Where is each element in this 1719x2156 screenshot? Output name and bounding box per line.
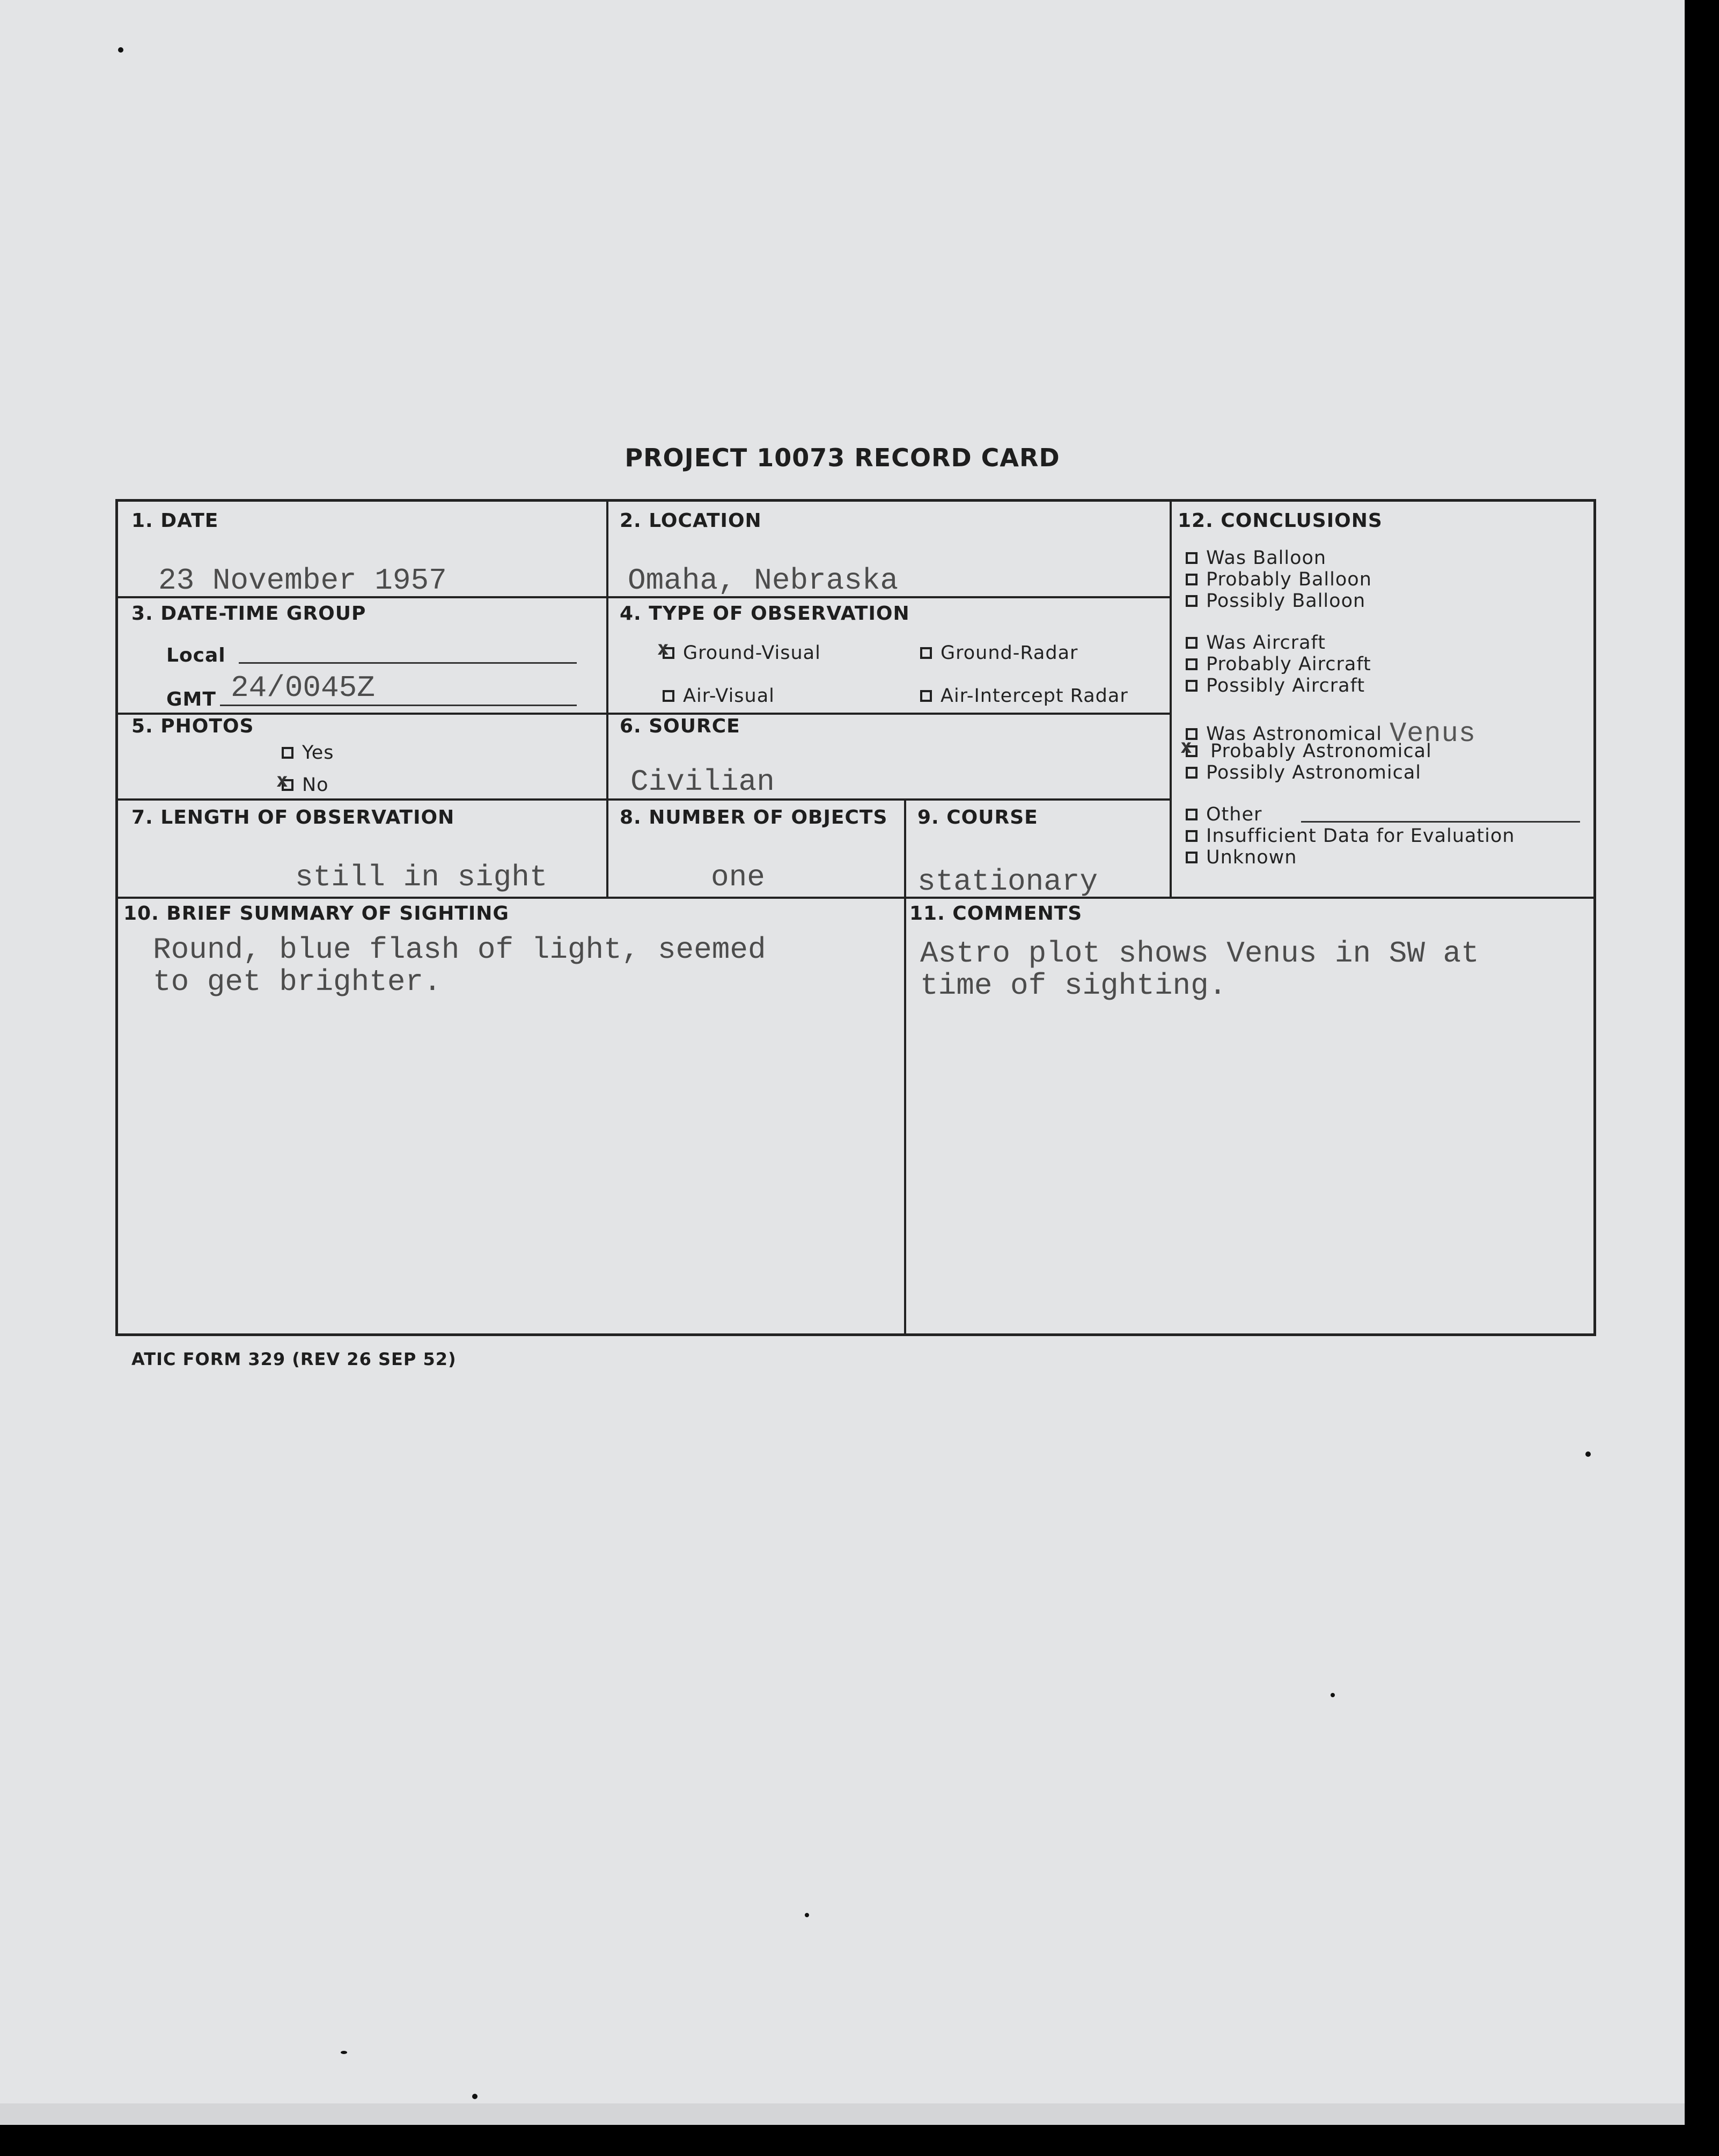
option-possibly-balloon[interactable]: Possibly Balloon [1186, 590, 1365, 612]
scan-speck [341, 2051, 347, 2054]
divider [1170, 502, 1172, 899]
option-unknown[interactable]: Unknown [1186, 847, 1297, 868]
comments-label: 11. COMMENTS [909, 903, 1083, 925]
local-label: Local [166, 644, 226, 666]
date-value: 23 November 1957 [158, 563, 447, 598]
checkbox-icon[interactable] [920, 690, 932, 702]
length-label: 7. LENGTH OF OBSERVATION [131, 806, 455, 828]
course-label: 9. COURSE [917, 806, 1038, 828]
gmt-value: 24/0045Z [231, 671, 375, 705]
venus-note: Venus [1389, 718, 1476, 750]
checkbox-icon[interactable] [1186, 595, 1198, 607]
checkbox-icon[interactable] [1186, 658, 1198, 670]
summary-text: Round, blue flash of light, seemed to get brighter. [153, 933, 766, 999]
option-other[interactable]: Other [1186, 804, 1262, 825]
checkbox-icon[interactable] [1186, 830, 1198, 842]
checkbox-icon[interactable] [1186, 552, 1198, 564]
option-ground-visual[interactable]: x Ground-Visual [663, 642, 821, 664]
checkbox-icon[interactable] [920, 647, 932, 659]
option-was-astronomical[interactable]: Was Astronomical Venus [1186, 718, 1476, 750]
option-photos-yes[interactable]: Yes [282, 742, 334, 764]
divider [904, 798, 906, 1333]
checkbox-icon[interactable] [1186, 767, 1198, 779]
checkbox-icon[interactable] [663, 647, 674, 659]
option-possibly-aircraft[interactable]: Possibly Aircraft [1186, 675, 1365, 696]
checkbox-icon[interactable] [663, 690, 674, 702]
checkbox-icon[interactable] [1186, 637, 1198, 649]
option-was-balloon[interactable]: Was Balloon [1186, 547, 1326, 569]
checkbox-icon[interactable] [1186, 852, 1198, 863]
checkbox-icon[interactable] [1186, 574, 1198, 585]
scan-speck [472, 2094, 478, 2099]
photos-label: 5. PHOTOS [131, 715, 254, 737]
option-possibly-astronomical[interactable]: Possibly Astronomical [1186, 762, 1421, 783]
comments-text: Astro plot shows Venus in SW at time of sighting. [920, 936, 1479, 1003]
checkbox-icon[interactable] [282, 779, 293, 791]
option-air-visual[interactable]: Air-Visual [663, 685, 775, 707]
gmt-label: GMT [166, 688, 216, 710]
scan-speck [1331, 1693, 1335, 1697]
divider [606, 502, 608, 899]
conclusions-label: 12. CONCLUSIONS [1178, 510, 1383, 532]
checkbox-icon[interactable] [1186, 745, 1198, 757]
divider [118, 897, 1593, 899]
scan-speck [118, 47, 123, 53]
divider [118, 713, 1170, 715]
objects-value: one [711, 860, 765, 894]
scan-speck [805, 1913, 809, 1917]
option-probably-astronomical[interactable]: x Probably Astronomical [1186, 740, 1432, 762]
location-value: Omaha, Nebraska [628, 563, 899, 598]
checkbox-icon[interactable] [1186, 809, 1198, 820]
checkbox-icon[interactable] [1186, 680, 1198, 692]
observation-type-label: 4. TYPE OF OBSERVATION [620, 603, 910, 625]
length-value: still in sight [295, 860, 548, 894]
dtg-label: 3. DATE-TIME GROUP [131, 603, 366, 625]
date-label: 1. DATE [131, 510, 219, 532]
location-label: 2. LOCATION [620, 510, 762, 532]
option-air-intercept-radar[interactable]: Air-Intercept Radar [920, 685, 1128, 707]
option-probably-balloon[interactable]: Probably Balloon [1186, 569, 1372, 590]
page-title: PROJECT 10073 RECORD CARD [625, 443, 1060, 472]
source-label: 6. SOURCE [620, 715, 740, 737]
source-value: Civilian [630, 765, 775, 799]
summary-label: 10. BRIEF SUMMARY OF SIGHTING [123, 903, 509, 925]
record-card [115, 499, 1596, 1336]
option-insufficient-data[interactable]: Insufficient Data for Evaluation [1186, 825, 1515, 847]
objects-label: 8. NUMBER OF OBJECTS [620, 806, 888, 828]
option-probably-aircraft[interactable]: Probably Aircraft [1186, 654, 1371, 675]
scan-speck [1585, 1451, 1591, 1457]
option-was-aircraft[interactable]: Was Aircraft [1186, 632, 1326, 654]
local-field-line [239, 662, 577, 664]
form-footer: ATIC FORM 329 (REV 26 SEP 52) [131, 1349, 457, 1369]
option-ground-radar[interactable]: Ground-Radar [920, 642, 1078, 664]
course-value: stationary [917, 864, 1098, 899]
checkbox-icon[interactable] [282, 747, 293, 759]
option-photos-no[interactable]: x No [282, 774, 329, 796]
other-field-line [1301, 821, 1580, 823]
